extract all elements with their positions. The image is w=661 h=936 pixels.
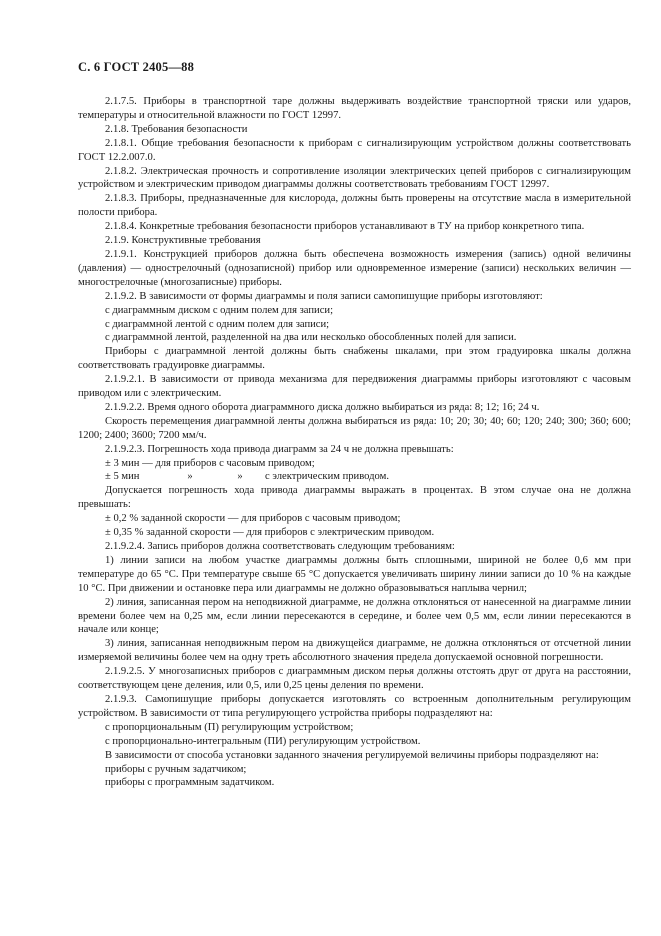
- paragraph: Допускается погрешность хода привода диаграммы выражать в процентах. В этом случае она не должна превышать:: [78, 485, 631, 511]
- list-item: с пропорционально-интегральным (ПИ) регулирующим устройством.: [105, 735, 421, 747]
- paragraph: 2.1.9.3. Самопишущие приборы допускается изготовлять со встроенным дополнительным регулирующим устройством. В зависимости от типа регулирующего устройства приборы подразделяют на:: [78, 693, 631, 719]
- list-item: с диаграммной лентой, разделенной на два или несколько обособленных полей для записи.: [105, 332, 517, 344]
- document-body: [78, 95, 631, 790]
- paragraph: 2.1.9.1. Конструкцией приборов должна быть обеспечена возможность измерения (запись) одной величины (давления) — однострелочный (однозаписной) прибор или одновременное измерение (записи) нескольких величин — многострелочные (многозаписные) приборы.: [78, 248, 631, 288]
- paragraph: 2.1.7.5. Приборы в транспортной таре должны выдерживать воздействие транспортной тряски или ударов, температуры и относительной влажности по ГОСТ 12997.: [78, 96, 631, 121]
- list-item: [78, 470, 631, 484]
- paragraph: 1) линии записи на любом участке диаграммы должны быть сплошными, шириной не более 0,6 мм при температуре до 65 °С. При температуре свыше 65 °С допускается увеличивать ширину линии записи до 10 % на каждые 10 °С. При движении и остановке пера или диаграммы не должно образовываться наплыва чернил;: [78, 554, 631, 594]
- list-item: ± 0,2 % заданной скорости — для приборов с часовым приводом;: [105, 513, 401, 525]
- list-item-cell: »: [187, 471, 193, 483]
- page-header: С. 6 ГОСТ 2405—88: [78, 60, 195, 74]
- paragraph: 2.1.9. Конструктивные требования: [105, 235, 261, 247]
- list-item: приборы с программным задатчиком.: [105, 777, 275, 789]
- list-item: с пропорциональным (П) регулирующим устройством;: [105, 721, 354, 733]
- list-item: приборы с ручным задатчиком;: [105, 763, 247, 775]
- list-item: с диаграммным диском с одним полем для записи;: [105, 304, 334, 316]
- list-item-cell: ± 5 мин: [105, 471, 140, 483]
- paragraph: 2.1.9.2.1. В зависимости от привода механизма для передвижения диаграммы приборы изготовляют с часовым приводом или с электрическим.: [78, 374, 631, 400]
- paragraph: 2.1.8. Требования безопасности: [105, 123, 248, 135]
- list-item: с диаграммной лентой с одним полем для записи;: [105, 318, 330, 330]
- paragraph: Приборы с диаграммной лентой должны быть снабжены шкалами, при этом градуировка шкалы должна соответствовать градуировке диаграммы.: [78, 346, 631, 372]
- paragraph: 2.1.9.2.5. У многозаписных приборов с диаграммным диском перья должны отстоять друг от друга на расстоянии, соответствующем цене деления, или 0,5, или 0,25 цены деления по времени.: [78, 666, 631, 692]
- paragraph: 2.1.9.2. В зависимости от формы диаграммы и поля записи самопишущие приборы изготовляют:: [105, 290, 543, 302]
- paragraph: 2.1.8.4. Конкретные требования безопасности приборов устанавливают в ТУ на прибор конкретного типа.: [105, 221, 585, 233]
- paragraph: 2.1.8.3. Приборы, предназначенные для кислорода, должны быть проверены на отсутствие масла в измерительной полости прибора.: [78, 193, 631, 219]
- list-item-cell: с электрическим приводом.: [265, 471, 389, 483]
- list-item-cell: »: [237, 471, 243, 483]
- list-item: ± 0,35 % заданной скорости — для приборов с электрическим приводом.: [105, 527, 435, 539]
- paragraph: 3) линия, записанная неподвижным пером на движущейся диаграмме, не должна отклоняться от отсчетной линии измеряемой величины более чем на одну треть абсолютного значения предела допускаемой основной погрешности.: [78, 638, 631, 664]
- paragraph: 2.1.9.2.2. Время одного оборота диаграммного диска должно выбираться из ряда: 8; 12; 16; 24 ч.: [105, 401, 540, 413]
- paragraph: Скорость перемещения диаграммной ленты должна выбираться из ряда: 10; 20; 30; 40; 60; 120; 240; 300; 360; 600; 1200; 2400; 3600; 7200 мм/ч.: [78, 415, 631, 441]
- paragraph: 2.1.8.2. Электрическая прочность и сопротивление изоляции электрических цепей приборов с сигнализирующим устройством и электрическим приводом диаграммы должны соответствовать требованиям ГОСТ 12997.: [78, 165, 631, 191]
- paragraph: 2.1.9.2.4. Запись приборов должна соответствовать следующим требованиям:: [105, 541, 455, 552]
- paragraph: 2) линия, записанная пером на неподвижной диаграмме, не должна отклоняться от нанесенной на диаграмме линии времени более чем на 0,25 мм, если линии пересекаются в середине, и более чем 0,5 мм, если линии пересекаются в начале или конце;: [78, 596, 631, 636]
- paragraph: 2.1.8.1. Общие требования безопасности к приборам с сигнализирующим устройством должны соответствовать ГОСТ 12.2.007.0.: [78, 137, 631, 163]
- list-item: ± 3 мин — для приборов с часовым приводом;: [105, 457, 315, 469]
- paragraph: 2.1.9.2.3. Погрешность хода привода диаграмм за 24 ч не должна превышать:: [105, 443, 454, 455]
- paragraph: В зависимости от способа установки заданного значения регулируемой величины приборы подразделяют на:: [105, 749, 599, 761]
